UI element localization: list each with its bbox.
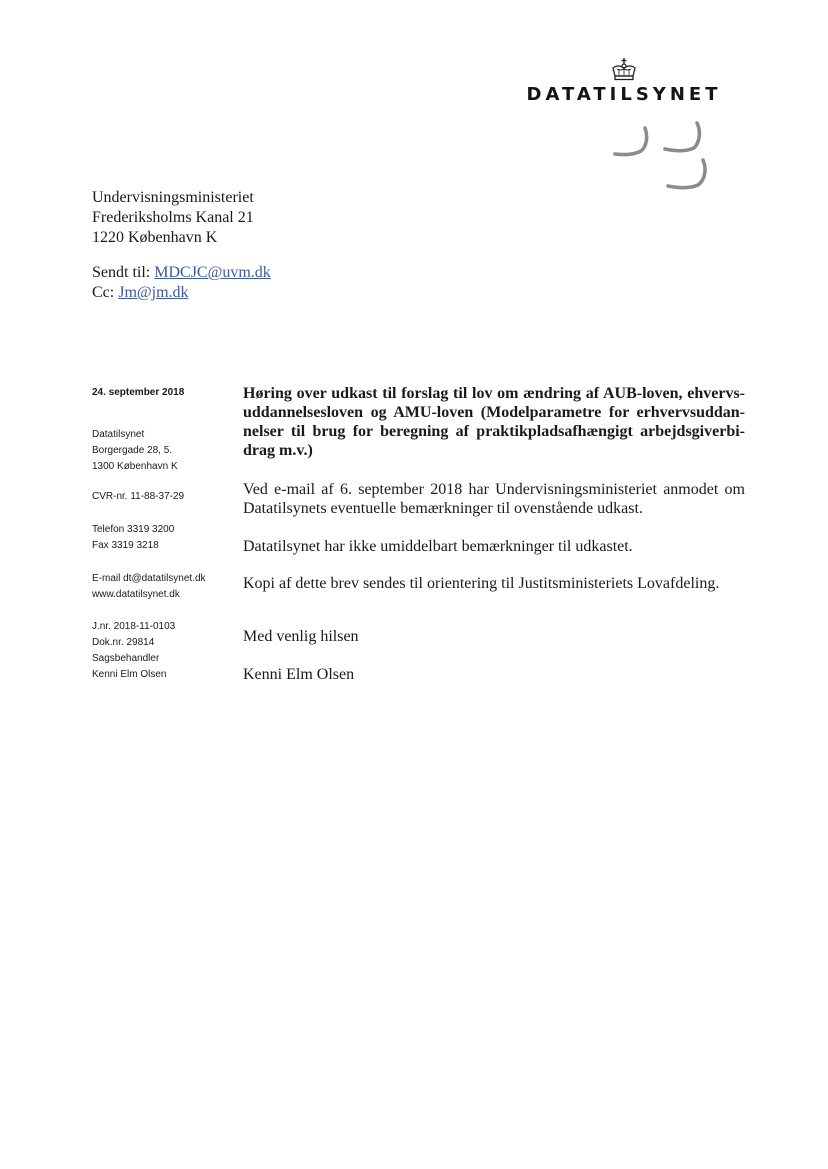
document-number: Dok.nr. 29814 <box>92 637 155 648</box>
sent-to-line <box>92 263 271 283</box>
sender-fax: Fax 3319 3218 <box>92 540 159 551</box>
cc-line <box>92 283 271 303</box>
letter-subject: Høring over udkast til forslag til lov om ændring af AUB-loven, ehvervsuddannelsesloven og AMU-loven (Modelparametre for erhvervsuddannelser til brug for beregning af praktikpladsafhængigt arbejdsgiverbidrag m.v.) <box>243 385 745 459</box>
sender-street: Borgergade 28, 5. <box>92 445 173 456</box>
recipient-city: 1220 København K <box>92 229 218 246</box>
logo-wordmark: DATATILSYNET <box>526 84 722 105</box>
handwritten-signature <box>608 120 718 195</box>
journal-number: J.nr. 2018-11-0103 <box>92 621 176 632</box>
sender-contact-block <box>92 571 206 603</box>
letter-paragraph-1: Ved e-mail af 6. september 2018 har Undervisningsministeriet anmodet om Datatilsynets eventuelle bemærkninger til ovenstående udkast. <box>243 481 745 517</box>
routing-block <box>92 263 271 303</box>
sender-cvr: CVR-nr. 11-88-37-29 <box>92 491 185 502</box>
datatilsynet-logo <box>512 58 736 105</box>
letter-paragraph-2: Datatilsynet har ikke umiddelbart bemærkninger til udkastet. <box>243 538 633 555</box>
sender-org: Datatilsynet <box>92 429 145 440</box>
letter-paragraph-3: Kopi af dette brev sendes til orientering til Justitsministeriets Lovafdeling. <box>243 575 720 592</box>
letter-date: 24. september 2018 <box>92 387 185 398</box>
cc-label: Cc: <box>92 284 119 301</box>
caseworker-name: Kenni Elm Olsen <box>92 669 167 680</box>
sender-address <box>92 427 178 475</box>
sender-website: www.datatilsynet.dk <box>92 589 180 600</box>
cc-email-link[interactable]: Jm@jm.dk <box>118 284 189 301</box>
caseworker-label: Sagsbehandler <box>92 653 160 664</box>
recipient-name: Undervisningsministeriet <box>92 189 254 206</box>
sent-to-email-link[interactable]: MDCJC@uvm.dk <box>154 264 271 281</box>
letter-body <box>243 384 745 683</box>
letter-closing: Med venlig hilsen <box>243 628 359 645</box>
sender-email: E-mail dt@datatilsynet.dk <box>92 573 206 584</box>
recipient-address <box>92 188 254 248</box>
recipient-street: Frederiksholms Kanal 21 <box>92 209 254 226</box>
sender-phone-block <box>92 522 174 554</box>
sender-phone: Telefon 3319 3200 <box>92 524 175 535</box>
sent-to-label: Sendt til: <box>92 264 155 281</box>
sender-city: 1300 København K <box>92 461 178 472</box>
case-info-block <box>92 619 175 683</box>
crown-icon <box>609 58 639 82</box>
letter-signatory: Kenni Elm Olsen <box>243 666 355 683</box>
